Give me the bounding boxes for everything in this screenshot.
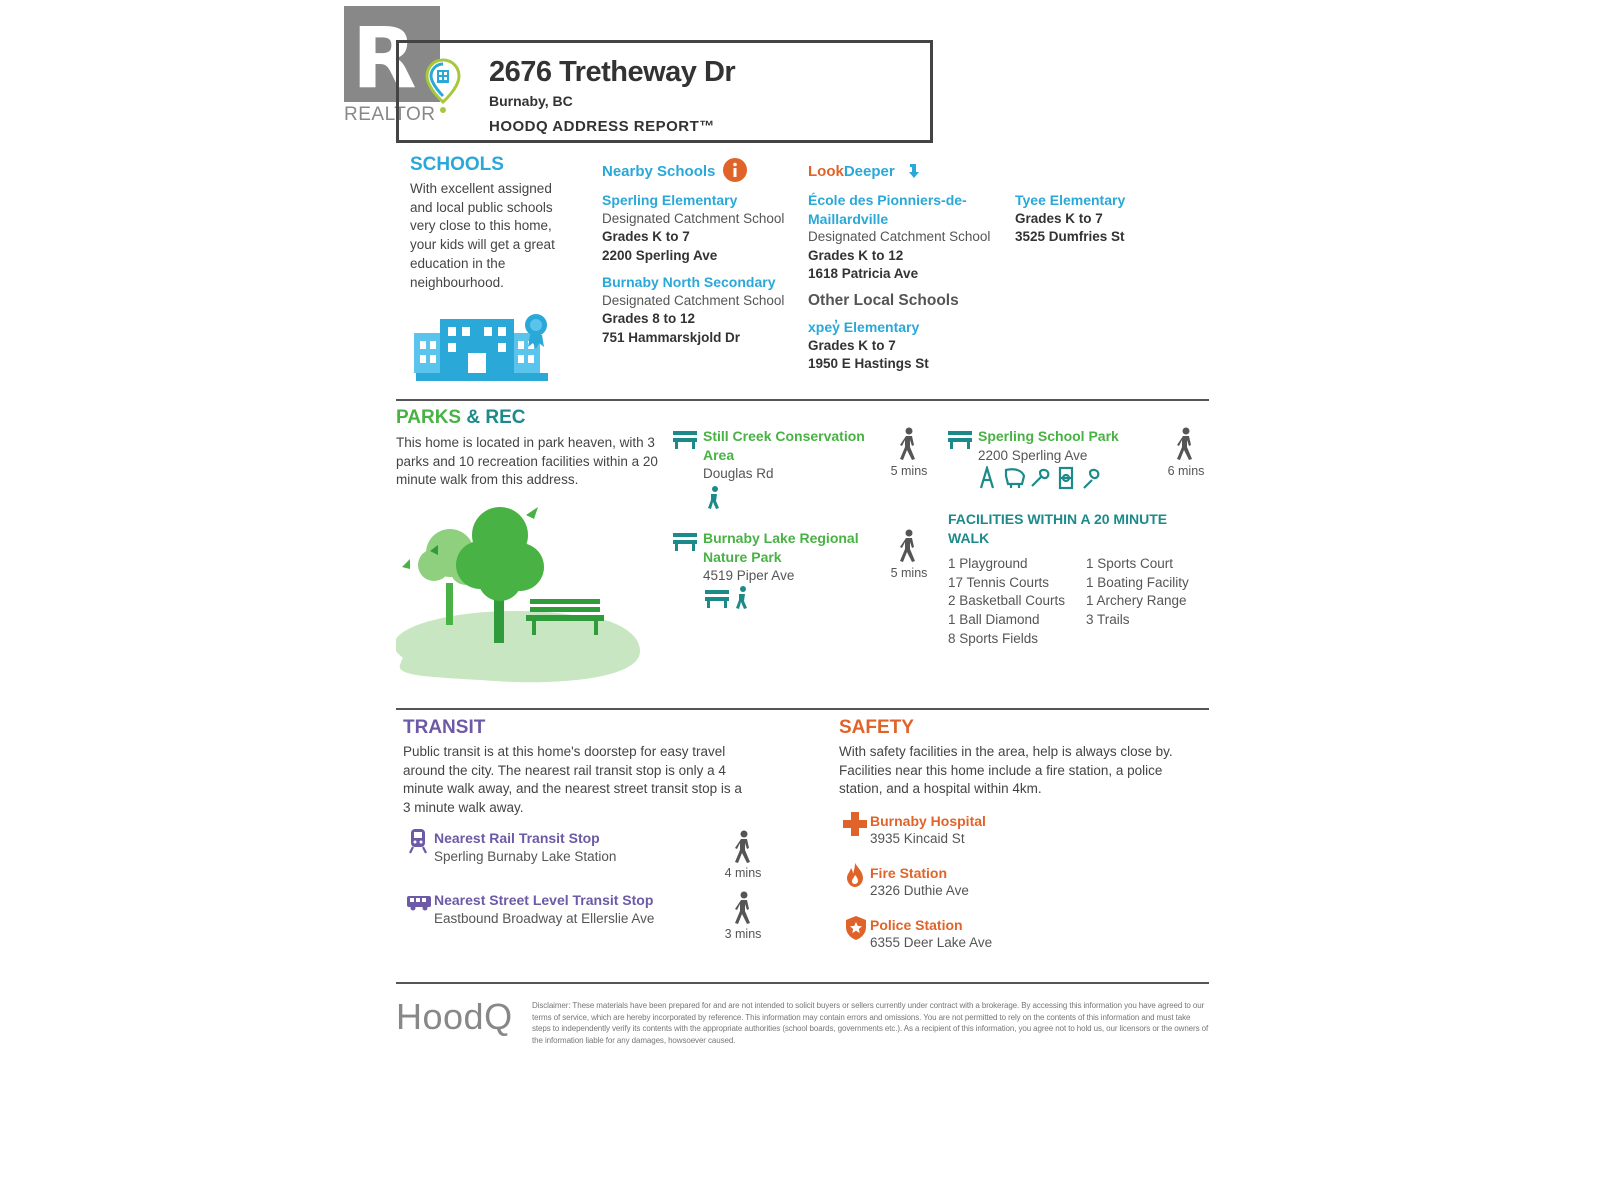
other-schools-label: Other Local Schools	[808, 292, 959, 309]
police-badge-icon	[845, 915, 867, 941]
school-address: 1618 Patricia Ave	[808, 266, 919, 282]
facility-item: 8 Sports Fields	[948, 630, 1039, 646]
arrow-down-icon	[907, 163, 921, 179]
section-divider	[396, 399, 1209, 401]
school-card[interactable]	[602, 273, 792, 348]
walking-icon	[897, 427, 919, 461]
transit-stop-name: Sperling Burnaby Lake Station	[434, 849, 617, 864]
bench-icon	[705, 590, 729, 608]
schools-description: With excellent assigned and local public schools very close to this home, your kids will get a great education in the neighbourhood.	[410, 181, 555, 290]
park-facilities-icons	[978, 466, 1108, 490]
nearby-schools-label: Nearby Schools	[602, 163, 716, 180]
school-address: 2200 Sperling Ave	[602, 247, 718, 263]
trail-runner-icon	[706, 486, 722, 510]
lookdeeper-deeper: Deeper	[843, 163, 895, 180]
realtor-logo-mark: R	[352, 9, 417, 107]
walking-icon	[732, 891, 754, 925]
facilities-list-2	[1086, 555, 1189, 630]
walk-time: 5 mins	[890, 566, 928, 580]
transit-stop-label[interactable]: Nearest Rail Transit Stop	[434, 830, 600, 846]
hoodq-logo: HoodQ	[396, 996, 513, 1037]
playground-icon	[981, 468, 993, 488]
bench-icon	[673, 431, 697, 449]
safety-facility-label[interactable]: Fire Station	[870, 865, 948, 881]
section-divider	[396, 708, 1209, 710]
safety-facility-label[interactable]: Burnaby Hospital	[870, 813, 986, 829]
school-card[interactable]	[808, 191, 991, 284]
school-grades: Grades K to 7	[602, 229, 690, 245]
facility-item: 1 Playground	[948, 556, 1028, 571]
safety-description: With safety facilities in the area, help is always close by. Facilities near this home include a fire station, a police station, and a hospital within 4km.	[839, 744, 1173, 797]
parks-title-rec: & REC	[466, 407, 526, 428]
facility-item: 1 Boating Facility	[1086, 574, 1189, 590]
walking-icon	[732, 830, 754, 864]
walking-icon	[1174, 427, 1196, 461]
transit-title: TRANSIT	[403, 717, 486, 738]
school-grades: Grades K to 7	[808, 337, 896, 353]
tennis-racket-icon	[1032, 470, 1048, 486]
schools-title: SCHOOLS	[410, 154, 504, 175]
school-grades: Grades K to 12	[808, 247, 904, 263]
park-address: 4519 Piper Ave	[703, 568, 795, 583]
bench-icon	[948, 431, 972, 449]
parks-title	[396, 407, 526, 429]
section-divider	[396, 982, 1209, 984]
park-name[interactable]: Burnaby Lake Regional Nature Park	[703, 530, 859, 565]
fire-icon	[846, 862, 864, 888]
train-icon	[408, 828, 428, 854]
info-icon[interactable]	[722, 157, 748, 183]
walk-time: 3 mins	[724, 927, 762, 941]
transit-stop-label[interactable]: Nearest Street Level Transit Stop	[434, 892, 654, 908]
school-card[interactable]	[602, 191, 792, 266]
school-designation: Designated Catchment School	[808, 229, 991, 244]
school-address: 751 Hammarskjold Dr	[602, 329, 741, 345]
park-address: 2200 Sperling Ave	[978, 448, 1088, 463]
tennis-icon	[1084, 470, 1098, 488]
safety-title: SAFETY	[839, 717, 914, 738]
walking-icon	[897, 529, 919, 563]
facility-item: 1 Archery Range	[1086, 593, 1187, 609]
lookdeeper-link[interactable]	[808, 163, 895, 180]
parks-title-parks: PARKS	[396, 407, 462, 428]
bus-icon	[406, 895, 432, 911]
school-designation: Designated Catchment School	[602, 210, 785, 226]
park-name[interactable]: Sperling School Park	[978, 428, 1119, 444]
transit-stop-name: Eastbound Broadway at Ellerslie Ave	[434, 911, 655, 926]
walk-time: 6 mins	[1167, 464, 1205, 478]
realtor-logo-text: REALTOR	[344, 104, 436, 125]
safety-facility-address: 2326 Duthie Ave	[870, 883, 969, 898]
school-building-icon	[412, 313, 552, 383]
school-name[interactable]: xpey̓ Elementary	[808, 319, 920, 335]
school-card[interactable]	[808, 318, 988, 374]
park-address: Douglas Rd	[703, 466, 774, 481]
school-name[interactable]: Sperling Elementary	[602, 192, 738, 208]
facility-item: 1 Ball Diamond	[948, 612, 1040, 628]
hospital-cross-icon	[843, 812, 867, 836]
school-name[interactable]: Burnaby North Secondary	[602, 274, 776, 290]
walk-time: 5 mins	[890, 464, 928, 478]
facility-item: 17 Tennis Courts	[948, 574, 1050, 590]
safety-facility-address: 3935 Kincaid St	[870, 831, 965, 846]
park-illustration	[396, 505, 646, 687]
basketball-icon	[1006, 469, 1024, 488]
parks-description: This home is located in park heaven, with 3 parks and 10 recreation facilities within a 20 minute walk from this address.	[396, 435, 658, 488]
facility-item: 3 Trails	[1086, 612, 1130, 628]
facilities-list-1	[948, 555, 1065, 649]
school-card[interactable]	[1015, 191, 1195, 247]
facility-item: 2 Basketball Courts	[948, 593, 1066, 609]
report-title: HOODQ ADDRESS REPORT™	[489, 118, 715, 135]
lookdeeper-look: Look	[808, 163, 844, 180]
property-address: 2676 Tretheway Dr	[489, 56, 736, 88]
school-address: 3525 Dumfries St	[1015, 229, 1125, 245]
walk-time: 4 mins	[724, 866, 762, 880]
safety-facility-address: 6355 Deer Lake Ave	[870, 935, 993, 950]
school-address: 1950 E Hastings St	[808, 356, 929, 372]
property-city: Burnaby, BC	[489, 93, 573, 109]
school-designation: Designated Catchment School	[602, 292, 785, 308]
facilities-title: FACILITIES WITHIN A 20 MINUTE WALK	[948, 511, 1168, 546]
park-name[interactable]: Still Creek Conservation Area	[703, 428, 865, 463]
facility-item: 1 Sports Court	[1086, 556, 1174, 571]
school-grades: Grades 8 to 12	[602, 311, 696, 327]
disclaimer-text: Disclaimer: These materials have been prepared for and are not intended to solicit buyers or sellers currently under contract with a brokerage. By accessing this information you have agreed to our terms of service, which are hereby incorporated by reference. This information may contain errors and omissions. You are not permitted to rely on the contents of this information and must take steps to independently verify its contents with the appropriate authorities (school boards, governments etc.). As a recipient of this information, you agree not to hold us, our licensors or the owners of the information liable for any damages, howsoever caused.	[532, 1001, 1209, 1046]
school-name[interactable]: Tyee Elementary	[1015, 192, 1126, 208]
transit-description: Public transit is at this home's doorstep for easy travel around the city. The nearest rail transit stop is only a 4 minute walk away, and the nearest street transit stop is a 3 minute walk away.	[403, 744, 742, 816]
bench-icon	[673, 533, 697, 551]
school-grades: Grades K to 7	[1015, 210, 1103, 226]
trail-runner-icon	[734, 586, 750, 610]
school-name[interactable]: École des Pionniers-de-Maillardville	[808, 192, 967, 227]
safety-facility-label[interactable]: Police Station	[870, 917, 963, 933]
